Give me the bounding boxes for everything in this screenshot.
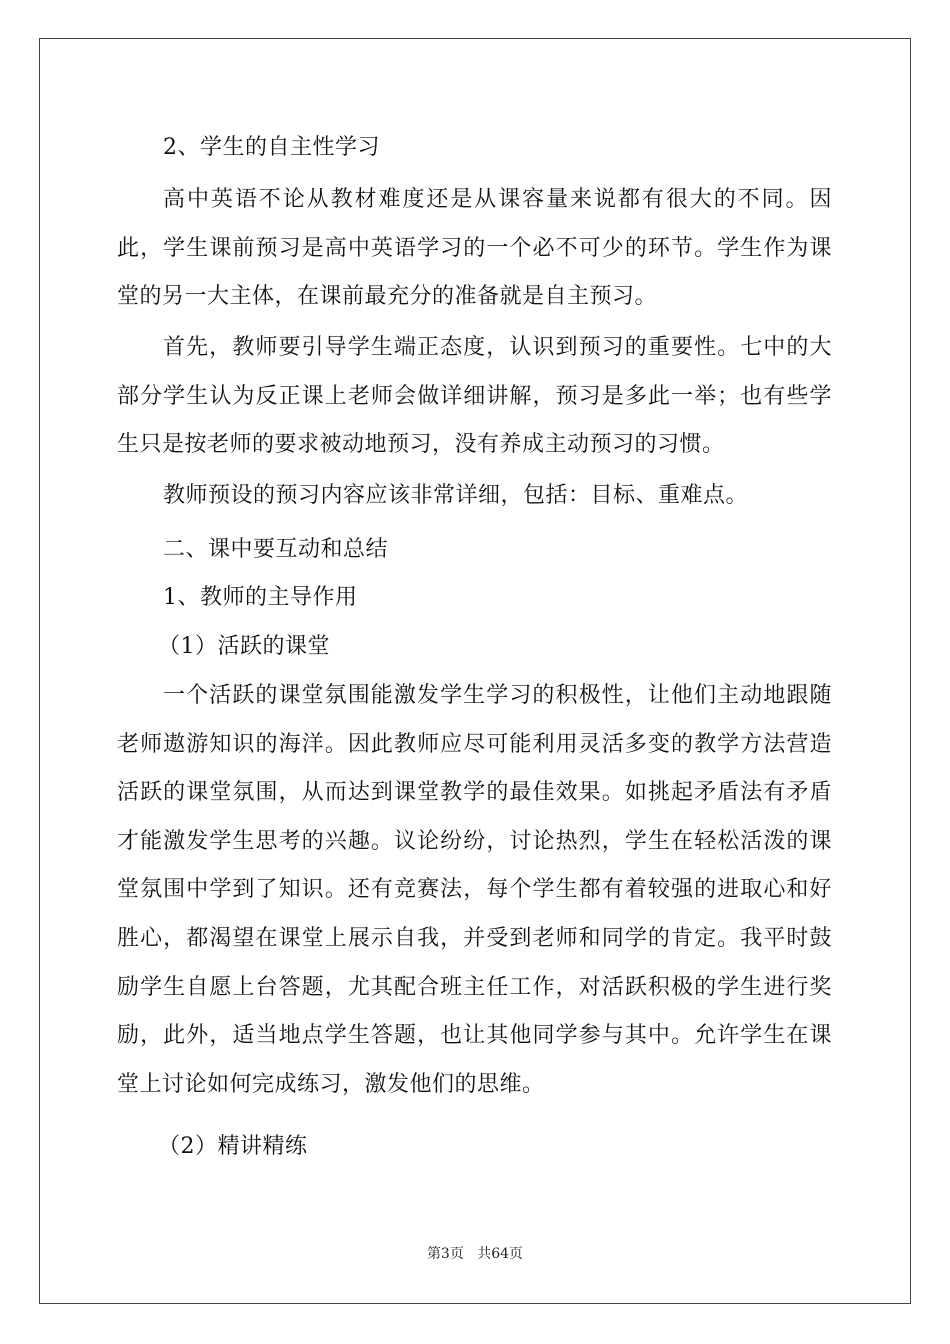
paragraph-english-preview: 高中英语不论从教材难度还是从课容量来说都有很大的不同。因此，学生课前预习是高中英语学习的一个必不可少的环节。学生作为课堂的另一大主体，在课前最充分的准备就是自主预习。 [117, 187, 832, 310]
paragraph-teacher-guidance: 首先，教师要引导学生端正态度，认识到预习的重要性。七中的大部分学生认为反正课上老师会做详细讲解，预习是多此一举；也有些学生只是按老师的要求被动地预习，没有养成主动预习的习惯。 [117, 335, 832, 458]
page-number: 第3页 [426, 1246, 464, 1262]
paragraph-active-classroom: 一个活跃的课堂氛围能激发学生学习的积极性，让他们主动地跟随老师遨游知识的海洋。因此教师应尽可能利用灵活多变的教学方法营造活跃的课堂氛围，从而达到课堂教学的最佳效果。如挑起矛盾法有矛盾才能激发学生思考的兴趣。议论纷纷，讨论热烈，学生在轻松活泼的课堂氛围中学到了知识。还有竞赛法，每个学生都有着较强的进取心和好胜心，都渴望在课堂上展示自我，并受到老师和同学的肯定。我平时鼓励学生自愿上台答题，尤其配合班主任工作，对活跃积极的学生进行奖励，此外，适当地点学生答题，也让其他同学参与其中。允许学生在课堂上讨论如何完成练习，激发他们的思维。 [117, 683, 832, 1097]
section-heading-self-study: 2、学生的自主性学习 [163, 135, 380, 160]
section-heading-concise-teaching: （2）精讲精练 [158, 1134, 308, 1159]
paragraph-preview-content: 教师预设的预习内容应该非常详细，包括：目标、重难点。 [163, 483, 749, 508]
section-heading-teacher-role: 1、教师的主导作用 [163, 585, 358, 610]
section-heading-active-class: （1）活跃的课堂 [158, 634, 330, 659]
page-footer [0, 1244, 950, 1264]
section-heading-interaction: 二、课中要互动和总结 [163, 537, 389, 562]
page-total: 共64页 [477, 1246, 524, 1262]
